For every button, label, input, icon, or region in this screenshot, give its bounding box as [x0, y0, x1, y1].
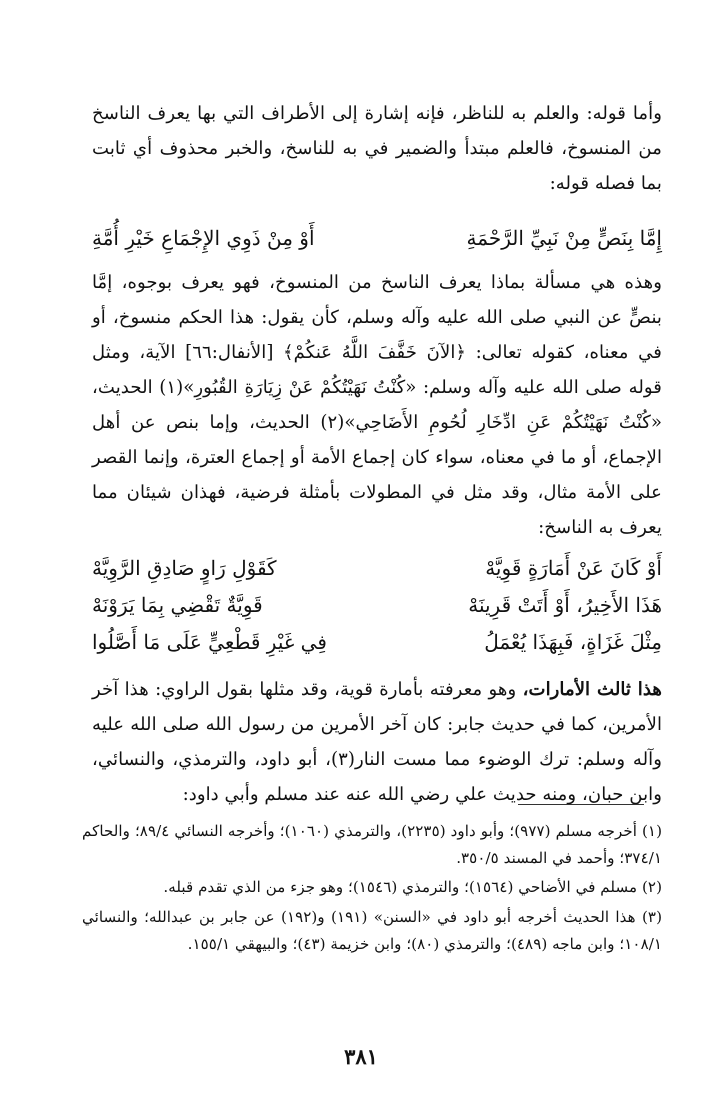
- verse-hemistich-right: إِمَّا بِنَصٍّ مِنْ نَبِيِّ الرَّحْمَةِ: [466, 226, 662, 250]
- footnote-2: (٢) مسلم في الأضاحي (١٥٦٤)؛ والترمذي (١٥٤٦)؛ وهو جزء من الذي تقدم قبله.: [163, 878, 662, 896]
- footnote-divider: [518, 804, 644, 805]
- verse-hemistich-right: هَذَا الأَخِيرُ، أَوْ أَتَتْ قَرِينَهْ: [468, 593, 662, 617]
- verse-line-1: [92, 218, 662, 258]
- paragraph-abrogation: وهذه هي مسألة بماذا يعرف الناسخ من المنسوخ، فهو يعرف بوجوه، إمَّا بنصٍّ عن النبي صلى الله عليه وآله وسلم، كأن يقول: هذا الحكم منسوخ، أو في معناه، كقوله تعالى: ﴿الآنَ خَفَّفَ اللَّهُ عَنكُمْ﴾ [الأنفال:٦٦] الآية، ومثل قوله صلى الله عليه وآله وسلم: «كُنْتُ نَهَيْتُكُمْ عَنْ زِيَارَةِ القُبُورِ»(١) الحديث، «كُنْتُ نَهَيْتُكُمْ عَنِ ادِّخَارِ لُحُومِ الأَضَاحِي»(٢) الحديث، وإما بنص عن أهل الإجماع، أو ما في معناه، سواء كان إجماع الأمة أو إجماع العترة، وإنما القصر على الأمة مثال، وقد مثل في المطولات بأمثلة فرضية، فهذان شيئان مما يعرف به الناسخ:: [92, 272, 662, 538]
- verse-line-4: [92, 622, 662, 662]
- verse-hemistich-left: كَقَوْلِ رَاوٍ صَادِقِ الرَّوِيَّهْ: [92, 556, 277, 580]
- verse-hemistich-right: أَوْ كَانَ عَنْ أَمَارَةٍ قَوِيَّهْ: [485, 556, 662, 580]
- paragraph-intro: وأما قوله: والعلم به للناظر، فإنه إشارة إلى الأطراف التي بها يعرف الناسخ من المنسوخ، فالعلم مبتدأ والضمير في به للناسخ، والخبر محذوف أي ثابت بما فصله قوله:: [92, 103, 662, 194]
- page-number: ٣٨١: [344, 1044, 378, 1069]
- verse-line-2: [92, 548, 662, 588]
- paragraph-lead-bold: هذا ثالث الأمارات،: [522, 679, 662, 700]
- footnote-3: (٣) هذا الحديث أخرجه أبو داود في «السنن» (١٩١) و(١٩٢) عن جابر بن عبدالله؛ والنسائي ١٠٨/١؛ وابن ماجه (٤٨٩)؛ والترمذي (٨٠)؛ وابن خزيمة (٤٣)؛ والبيهقي ١٥٥/١.: [82, 908, 662, 953]
- verse-hemistich-left: قَوِيَّةٌ تَقْضِي بِمَا يَرَوْنَهْ: [92, 593, 263, 617]
- paragraph-third-sign: [92, 672, 662, 812]
- verse-hemistich-left: فِي غَيْرِ قَطْعِيٍّ عَلَى مَا أَصَّلُوا: [92, 630, 327, 654]
- verse-line-3: [92, 585, 662, 625]
- paragraph-body: وهو معرفته بأمارة قوية، وقد مثلها بقول الراوي: هذا آخر الأمرين، كما في حديث جابر: كان آخر الأمرين من رسول الله صلى الله عليه وآله وسلم: ترك الوضوء مما مست النار(٣)، أبو داود، والترمذي، والنسائي، وابن حبان، ومنه حديث علي رضي الله عنه عند مسلم وأبي داود:: [92, 679, 662, 805]
- footnote-1: (١) أخرجه مسلم (٩٧٧)؛ وأبو داود (٢٢٣٥)، والترمذي (١٠٦٠)؛ وأخرجه النسائي ٨٩/٤؛ والحاكم ٣٧٤/١؛ وأحمد في المسند ٣٥٠/٥.: [82, 822, 662, 867]
- verse-hemistich-right: مِثْلَ غَزَاةٍ، فَبِهَذَا يُعْمَلُ: [484, 630, 662, 654]
- verse-hemistich-left: أَوْ مِنْ ذَوِي الإِجْمَاعِ خَيْرِ أُمَّةِ: [92, 226, 315, 250]
